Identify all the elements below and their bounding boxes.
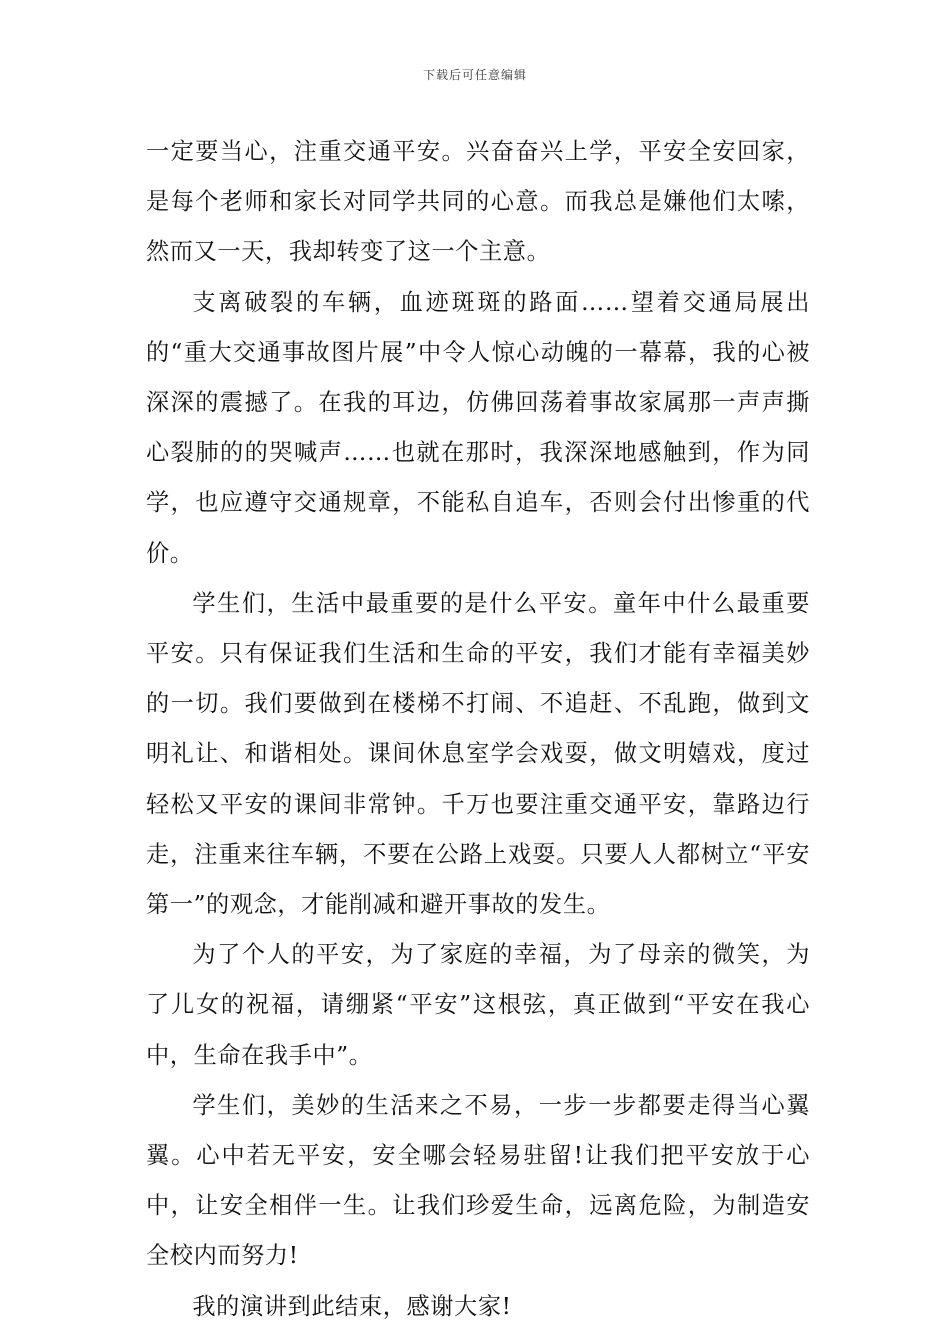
paragraph-4: 为了个人的平安，为了家庭的幸福，为了母亲的微笑，为了儿女的祝福，请绷紧“平安”这根弦，真正做到“平安在我心中，生命在我手中”。 [146, 941, 810, 1069]
paragraph-6: 我的演讲到此结束，感谢大家! [192, 1292, 512, 1320]
paragraph-1: 一定要当心，注重交通平安。兴奋奋兴上学，平安全安回家，是每个老师和家长对同学共同的心意。而我总是嫌他们太嗦，然而又一天，我却转变了这一个主意。 [146, 138, 810, 266]
document-body [146, 127, 810, 1332]
paragraph-3: 学生们，生活中最重要的是什么平安。童年中什么最重要平安。只有保证我们生活和生命的平安，我们才能有幸福美妙的一切。我们要做到在楼梯不打闹、不追赶、不乱跑，做到文明礼让、和谐相处。课间休息室学会戏耍，做文明嬉戏，度过轻松又平安的课间非常钟。千万也要注重交通平安，靠路边行走，注重来往车辆，不要在公路上戏耍。只要人人都树立“平安第一”的观念，才能削减和避开事故的发生。 [146, 589, 810, 919]
paragraph-2: 支离破裂的车辆，血迹斑斑的路面……望着交通局展出的“重大交通事故图片展”中令人惊心动魄的一幕幕，我的心被深深的震撼了。在我的耳边，仿佛回荡着事故家属那一声声撕心裂肺的的哭喊声……也就在那时，我深深地感触到，作为同学，也应遵守交通规章，不能私自追车，否则会付出惨重的代价。 [146, 288, 810, 567]
paragraph-5: 学生们，美妙的生活来之不易，一步一步都要走得当心翼翼。心中若无平安，安全哪会轻易驻留!让我们把平安放于心中，让安全相伴一生。让我们珍爱生命，远离危险，为制造安全校内而努力! [146, 1091, 810, 1270]
header-note: 下载后可任意编辑 [422, 68, 527, 82]
